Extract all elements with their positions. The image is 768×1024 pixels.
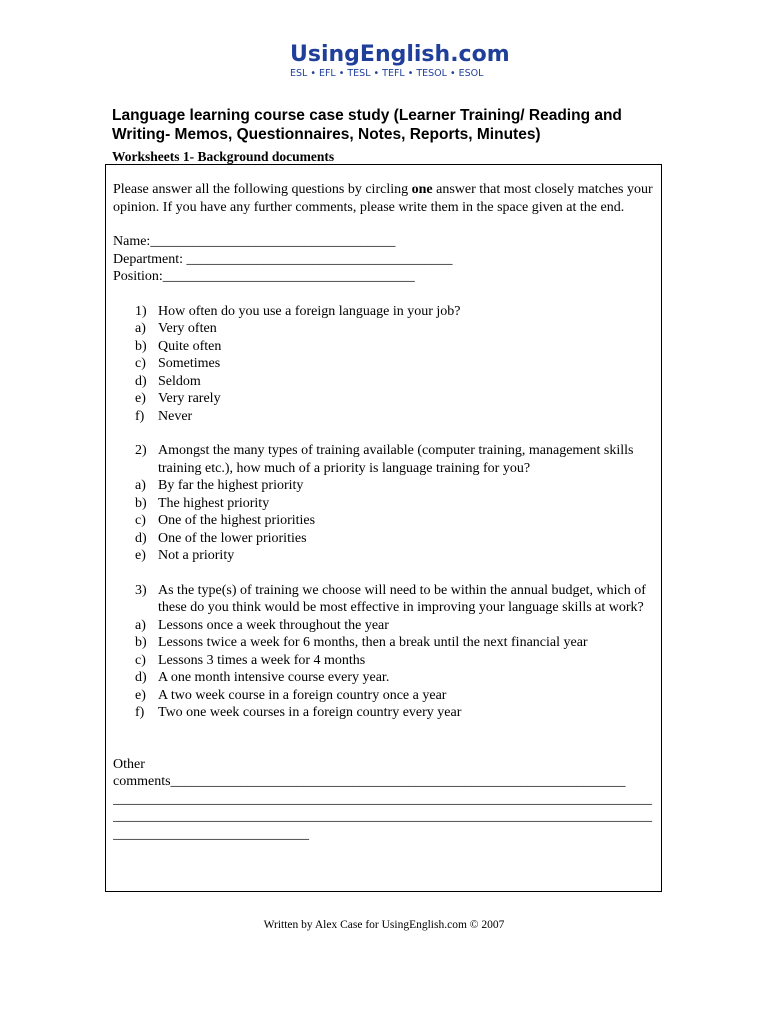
option-letter: d) <box>135 670 147 685</box>
question-1 <box>113 303 661 426</box>
answer-option[interactable] <box>113 373 661 391</box>
other-comments-label: Other <box>113 756 145 772</box>
answer-option[interactable] <box>113 704 661 722</box>
comments-line[interactable]: _____________________________________________________________________________ <box>113 791 652 807</box>
question-number: 2) <box>135 443 147 458</box>
question-text: How often do you use a foreign language in your job? <box>158 303 461 319</box>
comments-line[interactable]: _____________________________________________________________________________ <box>113 809 652 824</box>
answer-option[interactable] <box>113 669 661 687</box>
instructions <box>113 181 661 216</box>
option-letter: c) <box>135 356 146 371</box>
option-text: Sometimes <box>158 356 221 371</box>
answer-option[interactable] <box>113 617 661 635</box>
option-text: By far the highest priority <box>158 478 304 493</box>
option-letter: c) <box>135 652 146 668</box>
instructions-text-end: answer that most closely matches your opinion. If you have any further comments, please write them in the space given at the end. <box>113 182 653 215</box>
option-text: Two one week courses in a foreign country every year <box>158 705 462 720</box>
logo-wordmark: UsingEnglish.com <box>290 42 510 67</box>
option-letter: b) <box>135 635 147 650</box>
logo-tagline: ESL • EFL • TESL • TEFL • TESOL • ESOL <box>290 68 484 79</box>
option-text: Seldom <box>158 373 201 389</box>
answer-option[interactable] <box>113 408 661 426</box>
option-text: The highest priority <box>158 495 270 511</box>
document-title: Language learning course case study (Learner Training/ Reading and Writing- Memos, Questionnaires, Notes, Reports, Minutes) <box>112 107 622 143</box>
comments-line[interactable]: ____________________________ <box>113 826 309 842</box>
option-letter: e) <box>135 687 146 703</box>
answer-option[interactable] <box>113 530 661 548</box>
option-text: Very rarely <box>158 391 221 406</box>
option-letter: d) <box>135 530 147 546</box>
other-comments-section <box>113 756 661 844</box>
worksheet-subtitle: Worksheets 1- Background documents <box>112 149 335 164</box>
question-number: 3) <box>135 582 147 598</box>
department-field[interactable]: Department: ______________________________________ <box>113 251 453 267</box>
respondent-fields <box>113 233 661 286</box>
option-letter: e) <box>135 548 146 563</box>
question-stem <box>113 303 661 321</box>
answer-option[interactable] <box>113 477 661 495</box>
question-number: 1) <box>135 303 147 319</box>
option-text: Very often <box>158 321 217 336</box>
answer-option[interactable] <box>113 355 661 373</box>
answer-option[interactable] <box>113 512 661 530</box>
option-text: Not a priority <box>158 548 235 563</box>
question-2 <box>113 442 661 565</box>
answer-option[interactable] <box>113 390 661 408</box>
question-text: As the type(s) of training we choose will need to be within the annual budget, which of these do you think would be most effective in improving your language skills at work? <box>158 582 646 615</box>
option-text: Never <box>158 408 193 424</box>
option-text: Lessons twice a week for 6 months, then a break until the next financial year <box>158 635 588 650</box>
question-stem <box>113 442 661 477</box>
option-letter: a) <box>135 617 146 633</box>
option-text: One of the lower priorities <box>158 530 307 546</box>
page-footer: Written by Alex Case for UsingEnglish.com © 2007 <box>263 919 505 931</box>
option-text: Lessons 3 times a week for 4 months <box>158 652 366 668</box>
option-letter: e) <box>135 391 146 406</box>
answer-option[interactable] <box>113 338 661 356</box>
instructions-text-start: Please answer all the following questions by circling <box>113 182 412 197</box>
option-letter: b) <box>135 338 147 354</box>
option-letter: b) <box>135 495 147 511</box>
option-letter: f) <box>135 408 145 424</box>
answer-option[interactable] <box>113 687 661 705</box>
question-text: Amongst the many types of training available (computer training, management skills training etc.), how much of a priority is language training for you? <box>158 443 634 476</box>
answer-option[interactable] <box>113 320 661 338</box>
answer-option[interactable] <box>113 634 661 652</box>
answer-option[interactable] <box>113 495 661 513</box>
question-3 <box>113 582 661 722</box>
option-text: One of the highest priorities <box>158 513 316 528</box>
instructions-emphasis: one <box>411 182 433 197</box>
option-text: Quite often <box>158 338 222 354</box>
position-field[interactable]: Position:____________________________________ <box>113 269 415 284</box>
option-letter: f) <box>135 705 145 720</box>
usingenglish-logo <box>290 42 510 80</box>
questionnaire-content <box>113 181 661 843</box>
comments-line[interactable]: comments_________________________________________________________________ <box>113 774 626 789</box>
question-stem <box>113 582 661 617</box>
option-letter: d) <box>135 373 147 389</box>
option-letter: a) <box>135 321 146 336</box>
option-text: Lessons once a week throughout the year <box>158 617 389 633</box>
option-letter: a) <box>135 478 146 493</box>
option-text: A two week course in a foreign country once a year <box>158 687 447 703</box>
name-field[interactable]: Name:___________________________________ <box>113 234 396 249</box>
answer-option[interactable] <box>113 652 661 670</box>
option-text: A one month intensive course every year. <box>158 670 390 685</box>
option-letter: c) <box>135 513 146 528</box>
answer-option[interactable] <box>113 547 661 565</box>
